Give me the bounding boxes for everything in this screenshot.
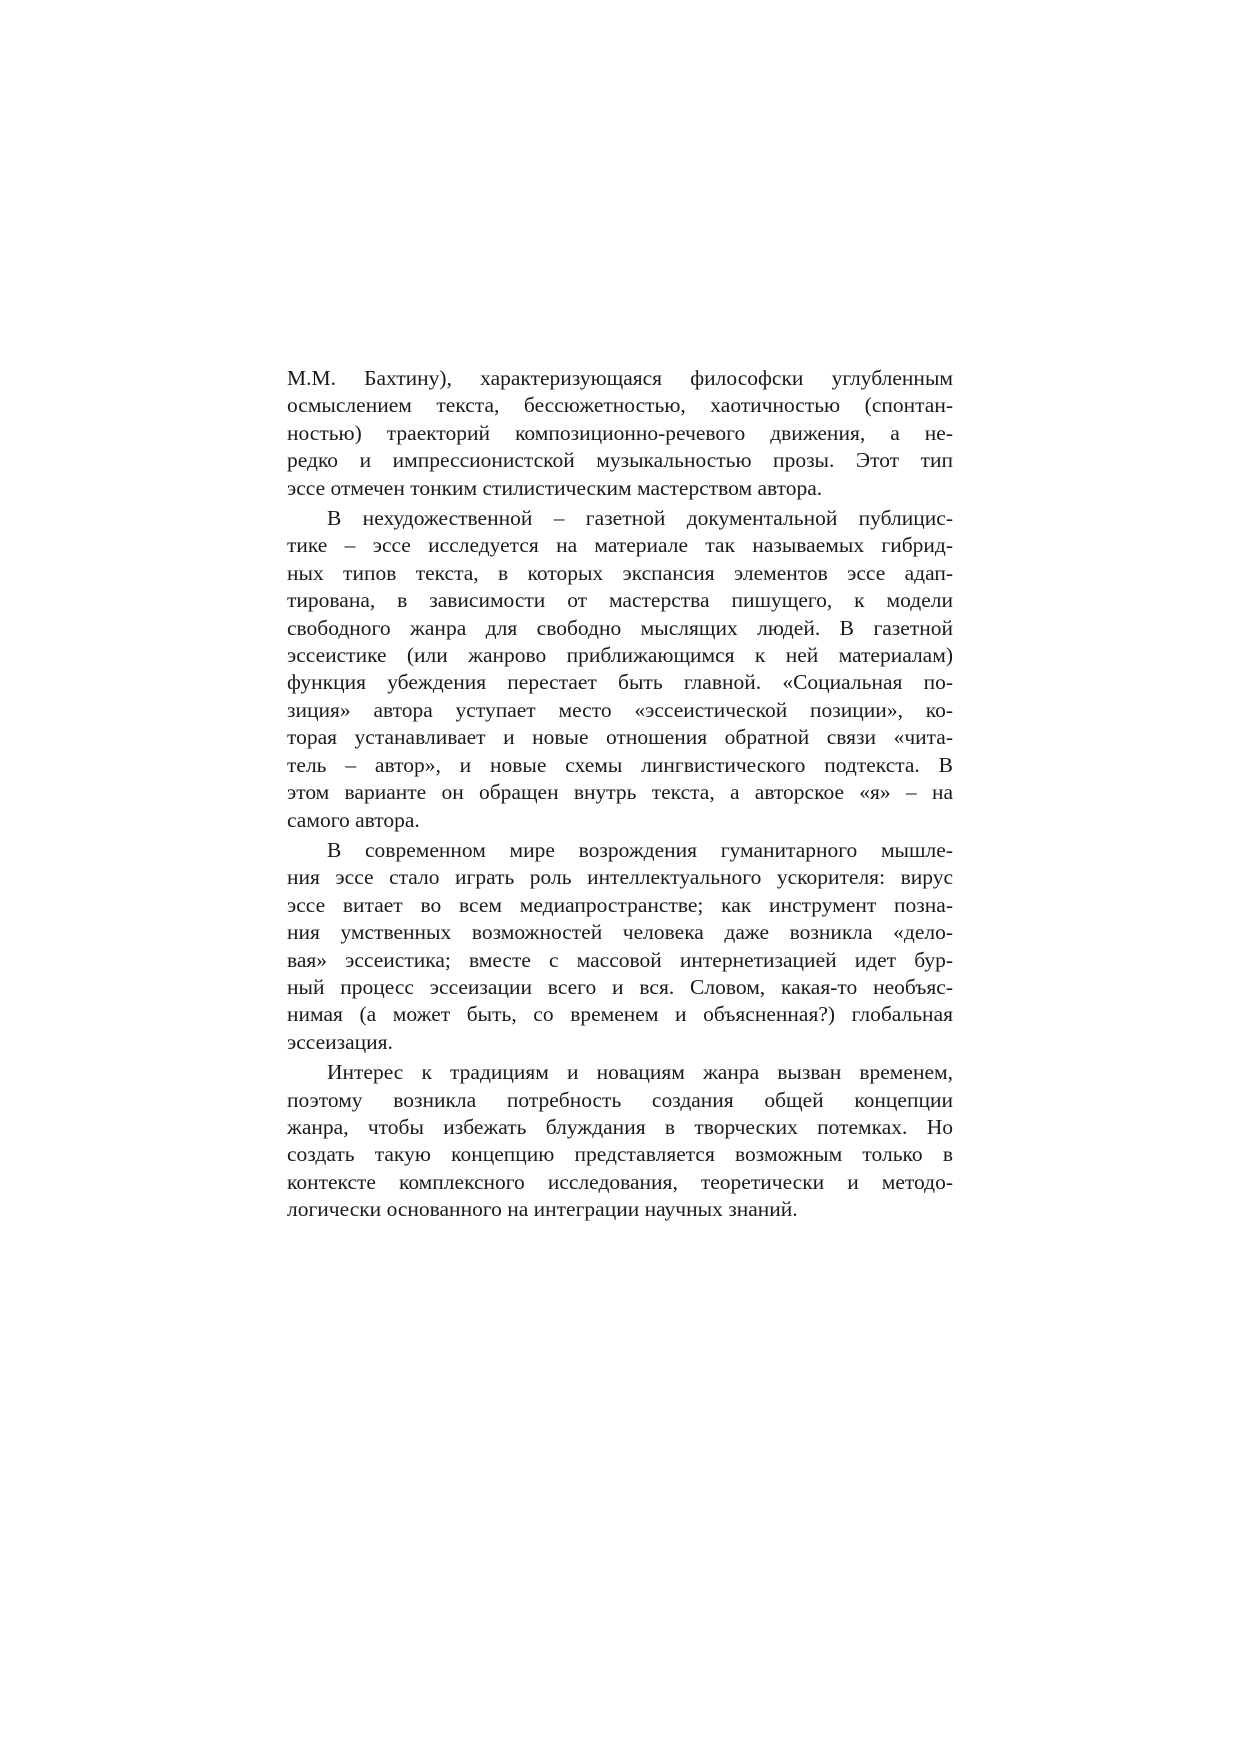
text-line: В современном мире возрождения гуманитарного мышле-	[327, 837, 953, 862]
text-line: зиция» автора уступает место «эссеистической позиции», ко-	[287, 697, 953, 722]
text-line: свободного жанра для свободно мыслящих людей. В газетной	[287, 615, 953, 640]
text-line: М.М. Бахтину), характеризующаяся философски углубленным	[287, 366, 953, 390]
paragraph	[287, 1059, 953, 1223]
text-line: тике – эссе исследуется на материале так называемых гибрид-	[287, 533, 953, 558]
text-line: осмыслением текста, бессюжетностью, хаотичностью (спонтан-	[287, 393, 953, 418]
text-line: самого автора.	[287, 807, 420, 832]
body-text	[287, 365, 953, 1224]
text-line: эссеизация.	[287, 1029, 393, 1054]
text-line: редко и импрессионистской музыкальностью прозы. Этот тип	[287, 448, 953, 473]
text-line: эссеистике (или жанрово приближающимся к ней материалам)	[287, 643, 953, 668]
text-line: ния эссе стало играть роль интеллектуального ускорителя: вирус	[287, 865, 953, 890]
text-line: ный процесс эссеизации всего и вся. Словом, какая-то необъяс-	[287, 974, 953, 999]
text-line: В нехудожественной – газетной документальной публицис-	[327, 506, 953, 531]
paragraph	[287, 505, 953, 834]
text-line: нимая (а может быть, со временем и объясненная?) глобальная	[287, 1002, 953, 1027]
text-line: поэтому возникла потребность создания общей концепции	[287, 1087, 953, 1112]
text-line: создать такую концепцию представляется возможным только в	[287, 1142, 953, 1167]
paragraph	[287, 365, 953, 502]
text-line: жанра, чтобы избежать блуждания в творческих потемках. Но	[287, 1114, 953, 1139]
text-line: эссе отмечен тонким стилистическим мастерством автора.	[287, 475, 823, 500]
text-line: логически основанного на интеграции научных знаний.	[287, 1197, 798, 1222]
text-line: ных типов текста, в которых экспансия элементов эссе адап-	[287, 560, 953, 585]
text-line: ния умственных возможностей человека даже возникла «дело-	[287, 920, 953, 945]
text-line: торая устанавливает и новые отношения обратной связи «чита-	[287, 725, 953, 750]
paragraph	[287, 837, 953, 1056]
text-line: ностью) траекторий композиционно-речевого движения, а не-	[287, 420, 953, 445]
text-line: тель – автор», и новые схемы лингвистического подтекста. В	[287, 752, 953, 777]
text-line: Интерес к традициям и новациям жанра вызван временем,	[327, 1060, 953, 1085]
text-line: эссе витает во всем медиапространстве; как инструмент позна-	[287, 892, 953, 917]
text-line: вая» эссеистика; вместе с массовой интернетизацией идет бур-	[287, 947, 953, 972]
text-line: контексте комплексного исследования, теоретически и методо-	[287, 1169, 953, 1194]
text-line: функция убеждения перестает быть главной. «Социальная по-	[287, 670, 953, 695]
text-line: тирована, в зависимости от мастерства пишущего, к модели	[287, 588, 953, 613]
text-line: этом варианте он обращен внутрь текста, а авторское «я» – на	[287, 780, 953, 805]
